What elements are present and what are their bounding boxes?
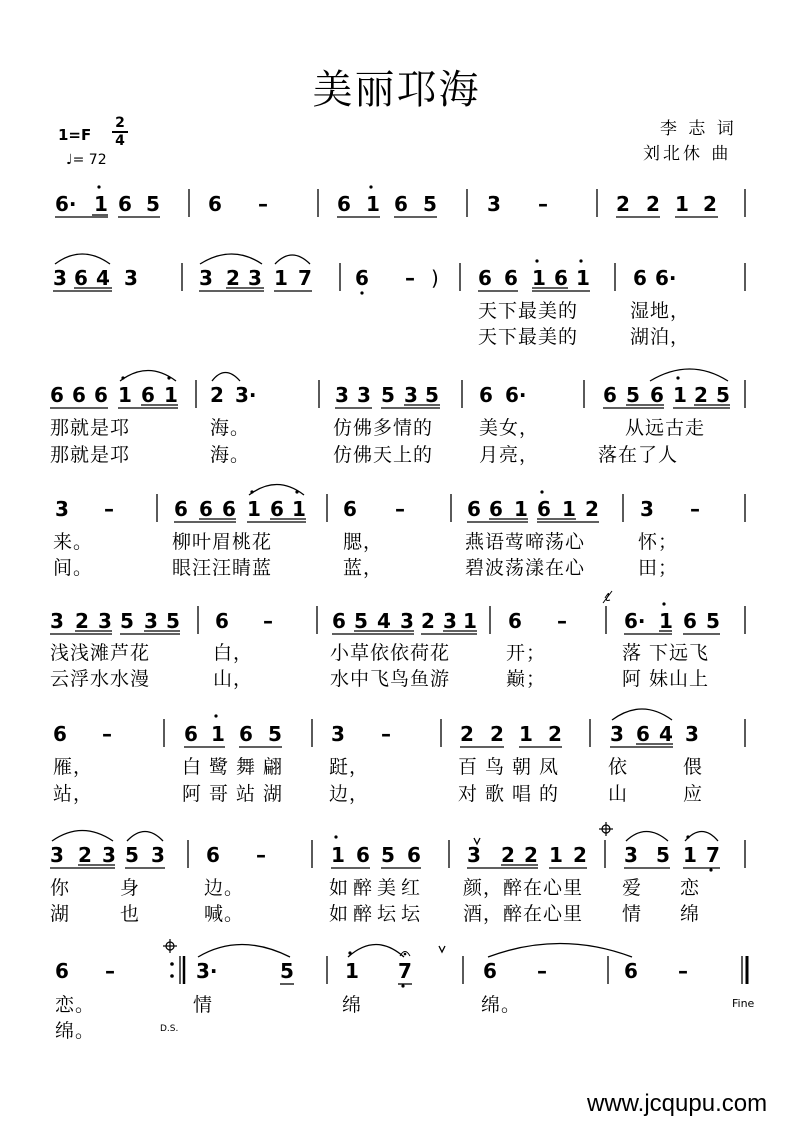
row7-lyric2-e: 酒，醉在心里 (463, 903, 584, 925)
row6-note-10: 2 (490, 722, 504, 746)
row8-lyric1-a: 恋。 (55, 994, 96, 1016)
row4-note-16: 2 (585, 497, 599, 521)
row4-note-15: 1 (562, 497, 576, 521)
row1-note-8: 1 (366, 192, 380, 216)
row5-note-9: 6 (332, 609, 346, 633)
row1-note-12: – (538, 192, 548, 216)
row7-lyric1-f: 爱 (622, 877, 643, 899)
row8-lyric2-a: 绵。 (55, 1020, 96, 1042)
key-signature: 1=F (58, 126, 92, 144)
row3-note-18: 6 (650, 383, 664, 407)
row5-lyric1-a: 浅浅滩芦花 (50, 642, 151, 664)
slur (650, 369, 728, 381)
row4-note-13: 1 (514, 497, 528, 521)
row7-lyric1-d: 如醉美红 (329, 877, 426, 899)
row7-lyric2-f: 情 (622, 903, 643, 925)
row7-lyric1-b: 身 (120, 877, 141, 899)
row2-note-2: 6 (74, 266, 88, 290)
slur (127, 832, 163, 842)
row6-note-11: 1 (519, 722, 533, 746)
tempo-value: = 72 (72, 152, 107, 168)
watermark: www.jcqupu.com (587, 1090, 768, 1117)
row3-note-19: 1 (673, 383, 687, 407)
row2-note-14: 1 (532, 266, 546, 290)
row5-note-10: 5 (354, 609, 368, 633)
composer-credit: 刘北休 曲 (643, 144, 732, 164)
row6-note-15: 4 (659, 722, 673, 746)
row7-note-10: 5 (381, 843, 395, 867)
row5-lyric2-e: 阿 妹山上 (622, 668, 710, 690)
row7-note-19: 1 (683, 843, 697, 867)
row4-note-1: 3 (55, 497, 69, 521)
row2-note-4: 3 (124, 266, 138, 290)
quarter-note-icon: ♩ (66, 152, 73, 168)
row5-note-15: 1 (463, 609, 477, 633)
row1-note-14: 2 (646, 192, 660, 216)
row7-note-15: 1 (549, 843, 563, 867)
row3-lyric1-e: 从远古走 (625, 417, 706, 439)
row7-note-1: 3 (50, 843, 64, 867)
row3-note-5: 6 (141, 383, 155, 407)
row1-note-10: 5 (423, 192, 437, 216)
row5-note-1: 3 (50, 609, 64, 633)
row3-note-9: 3 (335, 383, 349, 407)
repeat-dot (170, 962, 174, 966)
row5-note-5: 3 (144, 609, 158, 633)
row1-note-4: 5 (146, 192, 160, 216)
row3-lyric1-d: 美女， (479, 417, 540, 439)
row7-note-18: 5 (656, 843, 670, 867)
row3-lyric2-b: 海。 (210, 444, 251, 466)
row5-lyric1-d: 开； (506, 642, 547, 664)
row8-note-9: 6 (624, 959, 638, 983)
row3-note-16: 6 (603, 383, 617, 407)
row1-note-2: 1 (94, 192, 108, 216)
row7-note-13: 2 (501, 843, 515, 867)
row2-note-6: 2 (226, 266, 240, 290)
row7-note-6: 6 (206, 843, 220, 867)
row5-note-3: 3 (98, 609, 112, 633)
row4-lyric1-a: 来。 (53, 531, 94, 553)
row4-note-10: – (395, 497, 405, 521)
slur (249, 485, 304, 496)
row5-note-6: 5 (166, 609, 180, 633)
row8-note-6: 7 (398, 959, 412, 983)
row8-note-5: 1 (345, 959, 359, 983)
row6-lyric2-c: 边， (329, 783, 370, 805)
row4-note-7: 6 (270, 497, 284, 521)
slur (55, 254, 110, 264)
slur (488, 944, 632, 958)
row4-note-2: – (104, 497, 114, 521)
octave-dot (167, 376, 170, 379)
row5-note-7: 6 (215, 609, 229, 633)
coda-icon (599, 822, 613, 836)
row4-lyric2-e: 田； (638, 557, 679, 579)
row3-lyric2-e: 落在了人 (598, 444, 679, 466)
row3-note-8: 3· (235, 383, 257, 407)
row5-lyric1-b: 白， (213, 642, 254, 664)
row2-note-7: 3 (248, 266, 262, 290)
row1-note-9: 6 (394, 192, 408, 216)
row4-lyric1-d: 燕语莺啼荡心 (465, 531, 586, 553)
row1-note-16: 2 (703, 192, 717, 216)
row8-note-7: 6 (483, 959, 497, 983)
row5-note-19: 1 (659, 609, 673, 633)
row7-note-12: 3 (467, 843, 481, 867)
row7-note-5: 3 (151, 843, 165, 867)
row5-lyric1-e: 落 下远飞 (622, 642, 710, 664)
row1-note-1: 6· (55, 192, 77, 216)
row3-note-3: 6 (94, 383, 108, 407)
row4-note-8: 1 (292, 497, 306, 521)
row4-lyric1-c: 腮， (343, 531, 384, 553)
row7-note-17: 3 (624, 843, 638, 867)
octave-dot (121, 376, 124, 379)
row2-note-16: 1 (576, 266, 590, 290)
row2-note-5: 3 (199, 266, 213, 290)
row4-lyric1-b: 柳叶眉桃花 (172, 531, 273, 553)
row8-note-4: 5 (280, 959, 294, 983)
slur (120, 371, 176, 382)
row3-note-14: 6 (479, 383, 493, 407)
slur (275, 255, 310, 264)
octave-dot (535, 259, 538, 262)
octave-dot (214, 714, 217, 717)
row2-note-15: 6 (554, 266, 568, 290)
slur (348, 945, 404, 958)
row4-lyric1-e: 怀； (638, 531, 679, 553)
row7-note-16: 2 (573, 843, 587, 867)
row6-lyric2-b: 阿哥站湖 (182, 783, 291, 805)
row2-note-9: 7 (298, 266, 312, 290)
octave-dot (97, 185, 100, 188)
row6-lyric2-f: 应 (683, 783, 704, 805)
row7-lyric1-a: 你 (50, 877, 71, 899)
row6-note-8: – (381, 722, 391, 746)
row3-lyric2-c: 仿佛天上的 (333, 444, 434, 466)
row7-lyric1-g: 恋 (680, 877, 701, 899)
row4-note-3: 6 (174, 497, 188, 521)
ds-marking: D.S. (160, 1024, 179, 1034)
octave-dot (662, 602, 665, 605)
row4-note-11: 6 (467, 497, 481, 521)
lyricist-credit: 李 志 词 (660, 119, 737, 139)
octave-dot (676, 376, 679, 379)
row6-note-7: 3 (331, 722, 345, 746)
octave-dot (686, 835, 689, 838)
row3-note-6: 1 (164, 383, 178, 407)
row2-note-17: 6 (633, 266, 647, 290)
row4-note-14: 6 (537, 497, 551, 521)
row8-note-10: – (678, 959, 688, 983)
time-signature-top: 2 (115, 115, 125, 131)
octave-dot-low (709, 868, 712, 871)
row7-note-20: 7 (706, 843, 720, 867)
coda-icon (163, 939, 177, 953)
row6-lyric2-d: 对歌唱的 (458, 783, 567, 805)
row1-note-7: 6 (337, 192, 351, 216)
row1-note-15: 1 (675, 192, 689, 216)
row3-note-12: 3 (404, 383, 418, 407)
octave-dot (334, 835, 337, 838)
row7-note-14: 2 (524, 843, 538, 867)
row6-note-16: 3 (685, 722, 699, 746)
row2-lyric1-b: 湿地， (630, 300, 691, 322)
row7-note-3: 3 (102, 843, 116, 867)
row2-note-12: 6 (478, 266, 492, 290)
row6-lyric2-a: 站， (53, 783, 94, 805)
row2-note-13: 6 (504, 266, 518, 290)
row2-lyric2-b: 湖泊， (630, 326, 691, 348)
slur (626, 832, 668, 842)
fermata-dot (404, 953, 407, 956)
row3-note-21: 5 (716, 383, 730, 407)
row7-note-8: 1 (331, 843, 345, 867)
row7-lyric2-d: 如醉坛坛 (329, 903, 426, 925)
row4-note-5: 6 (222, 497, 236, 521)
row2-paren: ) (431, 266, 439, 290)
row3-note-2: 6 (72, 383, 86, 407)
row2-lyric2-a: 天下最美的 (478, 326, 579, 348)
row5-note-21: 5 (706, 609, 720, 633)
row6-lyric1-f: 偎 (683, 756, 704, 778)
octave-dot (348, 951, 351, 954)
octave-dot (579, 259, 582, 262)
row8-note-1: 6 (55, 959, 69, 983)
row6-lyric2-e: 山 (608, 783, 629, 805)
row4-lyric2-c: 蓝， (343, 557, 384, 579)
row3-note-11: 5 (381, 383, 395, 407)
row6-lyric1-e: 依 (608, 756, 629, 778)
row8-lyric1-d: 绵。 (481, 994, 522, 1016)
row4-note-4: 6 (199, 497, 213, 521)
row7-lyric2-c: 喊。 (204, 903, 245, 925)
slur (198, 945, 290, 958)
row3-note-7: 2 (210, 383, 224, 407)
slur (212, 373, 240, 382)
row8-lyric1-c: 绵 (342, 994, 363, 1016)
row6-lyric1-a: 雁， (53, 756, 94, 778)
song-title: 美丽邛海 (312, 67, 481, 113)
row3-lyric1-b: 海。 (210, 417, 251, 439)
row3-lyric2-d: 月亮， (479, 444, 540, 466)
row4-note-17: 3 (640, 497, 654, 521)
row2-note-3: 4 (96, 266, 110, 290)
octave-dot-low (360, 291, 363, 294)
row3-note-4: 1 (118, 383, 132, 407)
octave-dot (250, 490, 253, 493)
slur (52, 831, 113, 842)
row7-note-2: 2 (78, 843, 92, 867)
row6-note-3: 6 (184, 722, 198, 746)
row2-note-18: 6· (655, 266, 677, 290)
row8-lyric1-b: 情 (193, 994, 214, 1016)
row5-note-14: 3 (443, 609, 457, 633)
row3-note-1: 6 (50, 383, 64, 407)
octave-dot (540, 490, 543, 493)
row6-lyric1-c: 跹， (329, 756, 370, 778)
breath-mark (439, 946, 445, 952)
row5-lyric2-c: 水中飞鸟鱼游 (330, 668, 451, 690)
row6-note-5: 6 (239, 722, 253, 746)
slur (612, 709, 672, 720)
row3-note-15: 6· (505, 383, 527, 407)
row5-lyric2-b: 山， (213, 668, 254, 690)
row4-note-9: 6 (343, 497, 357, 521)
row6-note-12: 2 (548, 722, 562, 746)
row4-lyric2-b: 眼汪汪睛蓝 (172, 557, 273, 579)
row7-note-4: 5 (125, 843, 139, 867)
row3-lyric1-c: 仿佛多情的 (333, 417, 434, 439)
repeat-dot (170, 974, 174, 978)
row7-lyric2-b: 也 (120, 903, 141, 925)
time-signature-bottom: 4 (115, 133, 125, 149)
row1-note-3: 6 (118, 192, 132, 216)
row5-note-20: 6 (683, 609, 697, 633)
row1-note-5: 6 (208, 192, 222, 216)
row5-note-11: 4 (377, 609, 391, 633)
row5-note-8: – (263, 609, 273, 633)
row5-note-17: – (557, 609, 567, 633)
row2-note-8: 1 (274, 266, 288, 290)
row6-note-2: – (102, 722, 112, 746)
row1-note-13: 2 (616, 192, 630, 216)
row6-lyric1-b: 白鹭舞翩 (182, 756, 291, 778)
row1-note-6: – (258, 192, 268, 216)
row3-note-10: 3 (357, 383, 371, 407)
row3-note-20: 2 (694, 383, 708, 407)
octave-dot-low (401, 984, 404, 987)
row8-note-3: 3· (196, 959, 218, 983)
row2-lyric1-a: 天下最美的 (478, 300, 579, 322)
row5-lyric2-a: 云浮水水漫 (50, 668, 151, 690)
row4-note-18: – (690, 497, 700, 521)
row3-lyric1-a: 那就是邛 (50, 417, 131, 439)
row7-lyric1-e: 颜，醉在心里 (463, 877, 584, 899)
row8-note-8: – (537, 959, 547, 983)
row7-lyric2-a: 湖 (50, 903, 71, 925)
row5-note-18: 6· (624, 609, 646, 633)
row5-note-13: 2 (421, 609, 435, 633)
slur (685, 832, 718, 842)
row3-note-13: 5 (425, 383, 439, 407)
row4-note-6: 1 (247, 497, 261, 521)
row6-note-6: 5 (268, 722, 282, 746)
row7-note-11: 6 (407, 843, 421, 867)
slur (200, 254, 262, 264)
row5-note-16: 6 (508, 609, 522, 633)
row2-note-10: 6 (355, 266, 369, 290)
breath-mark (474, 838, 480, 844)
row7-note-7: – (256, 843, 266, 867)
row5-note-12: 3 (400, 609, 414, 633)
row4-lyric2-a: 间。 (53, 557, 94, 579)
row4-note-12: 6 (489, 497, 503, 521)
fine-marking: Fine (732, 997, 755, 1010)
row2-note-1: 3 (53, 266, 67, 290)
octave-dot (295, 490, 298, 493)
row6-note-9: 2 (460, 722, 474, 746)
row6-note-1: 6 (53, 722, 67, 746)
row5-note-4: 5 (120, 609, 134, 633)
row3-lyric2-a: 那就是邛 (50, 444, 131, 466)
row7-lyric1-c: 边。 (204, 877, 245, 899)
row5-note-2: 2 (75, 609, 89, 633)
row5-lyric2-d: 巅； (506, 668, 547, 690)
row2-note-11: – (405, 266, 415, 290)
row1-note-11: 3 (487, 192, 501, 216)
row7-lyric2-g: 绵 (680, 903, 701, 925)
row3-note-17: 5 (626, 383, 640, 407)
row6-note-4: 1 (211, 722, 225, 746)
row6-note-13: 3 (610, 722, 624, 746)
row8-note-2: – (105, 959, 115, 983)
row6-lyric1-d: 百鸟朝凤 (458, 756, 567, 778)
row7-note-9: 6 (356, 843, 370, 867)
octave-dot (369, 185, 372, 188)
row4-lyric2-d: 碧波荡漾在心 (465, 557, 586, 579)
segno-icon (603, 591, 612, 603)
row6-note-14: 6 (636, 722, 650, 746)
row5-lyric1-c: 小草依依荷花 (330, 642, 451, 664)
